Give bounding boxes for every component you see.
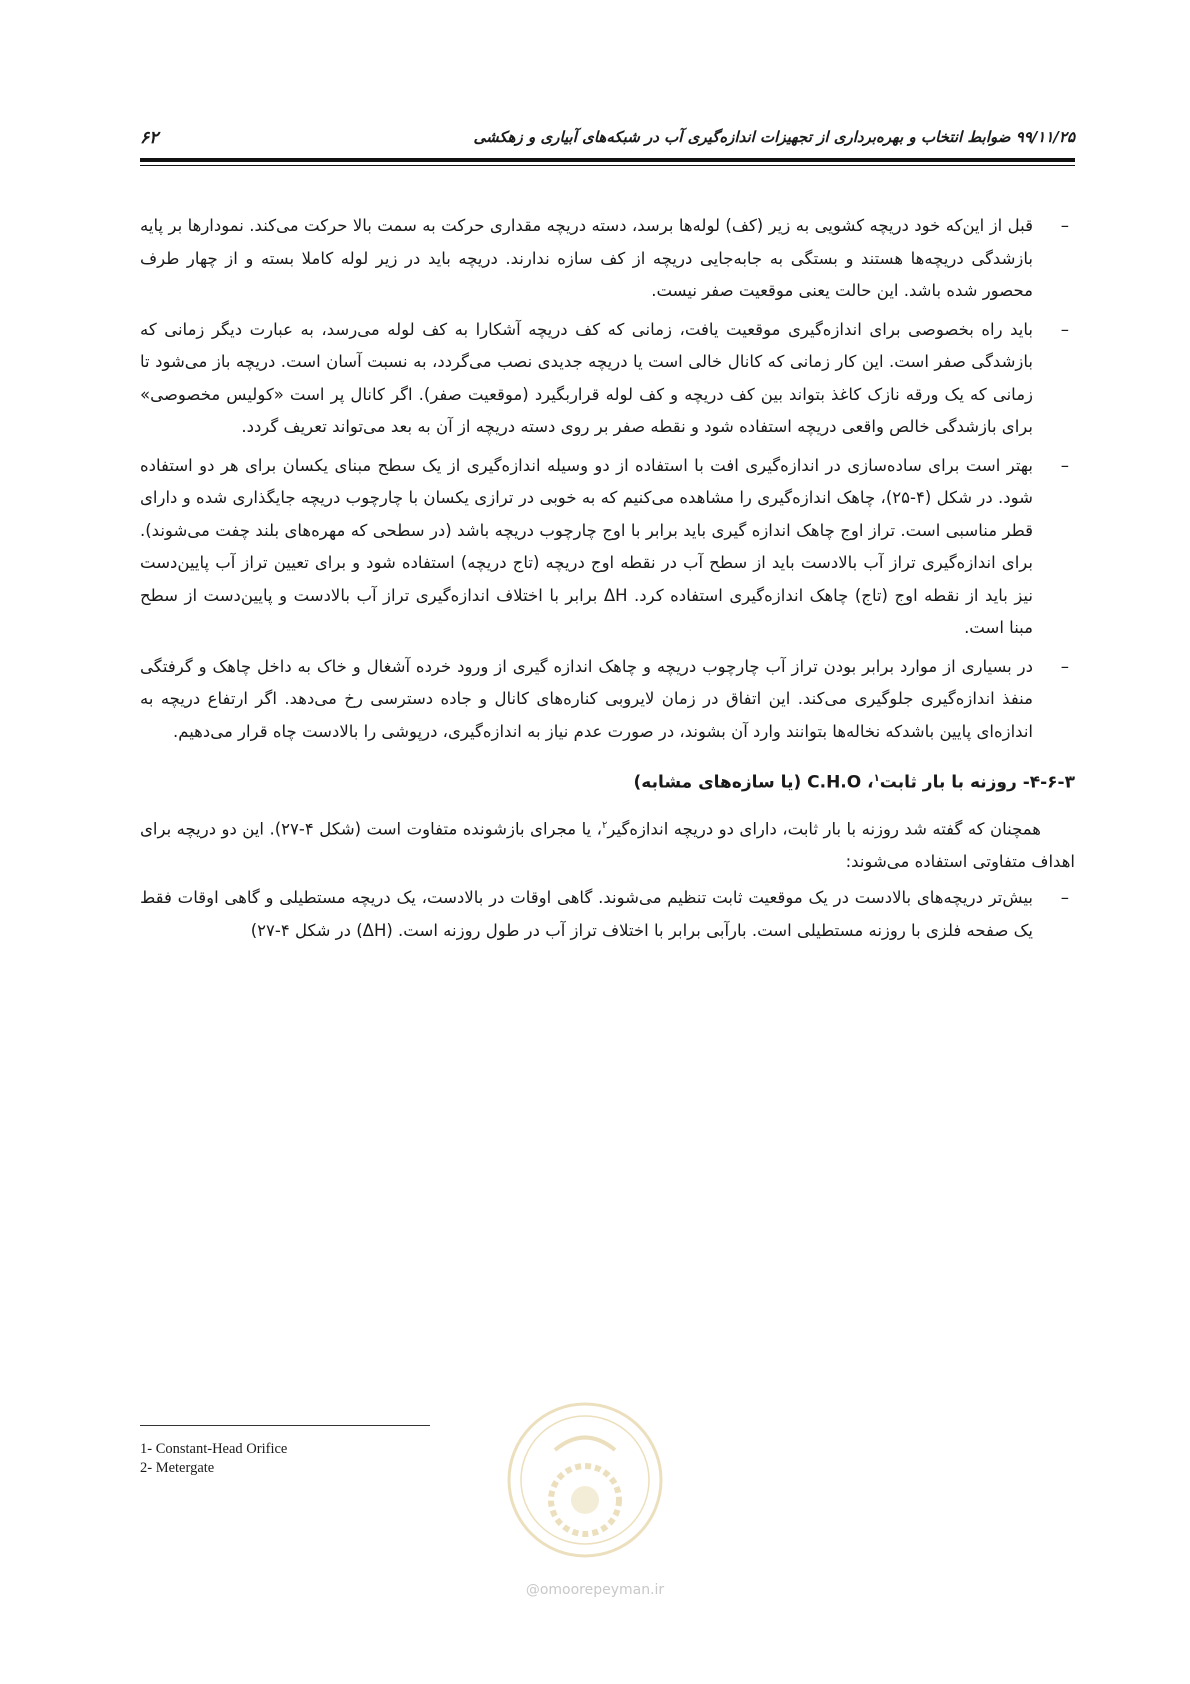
paragraph-part-1: همچنان که گفته شد روزنه با بار ثابت، دارای دو دریچه اندازه‌گیر: [607, 819, 1041, 839]
list-item: [140, 210, 1075, 308]
section-heading-tail: ، C.H.O (یا سازه‌های مشابه): [633, 772, 874, 793]
footnote-1: 1- Constant-Head Orifice: [140, 1441, 288, 1457]
header-title: ۹۹/۱۱/۲۵ ضوابط انتخاب و بهره‌برداری از تجهیزات اندازه‌گیری آب در شبکه‌های آبیاری و زهکشی: [473, 128, 1075, 146]
footnote-2: 2- Metergate: [140, 1460, 215, 1476]
dash-bullet: –: [1060, 888, 1069, 908]
bullet-list-1: [140, 210, 1075, 748]
seal-logo-icon: [505, 1400, 665, 1560]
list-item-text: بهتر است برای ساده‌سازی در اندازه‌گیری افت با استفاده از دو وسیله اندازه‌گیری از یک سطح مبنای یکسان برای هر دو استفاده شود. در شکل (۴-۲۵)، چاهک اندازه‌گیری را مشاهده می‌کنیم که به خوبی در ترازی یکسان با چارچوب دریچه جایگذاری شده و دارای قطر مناسبی است. تراز اوج چاهک اندازه گیری باید برابر با اوج چارچوب دریچه باشد (در سطحی که مهره‌های بلند چفت می‌شوند). برای اندازه‌گیری تراز آب بالادست باید از سطح آب در نقطه اوج دریچه (تاج دریچه) استفاده شود و برای تعیین تراز آب پایین‌دست نیز باید از نقطه اوج (تاج) چاهک اندازه‌گیری استفاده کرد. ΔH برابر با اختلاف اندازه‌گیری تراز آب بالادست و پایین‌دست از سطح مبنا است.: [140, 455, 1033, 637]
footnote-ref-2: ۲: [602, 819, 608, 831]
header-rule-thick: [140, 158, 1075, 162]
paragraph-part-2: ، یا مجرای بازشونده متفاوت است (شکل ۴-۲۷). این دو دریچه برای اهداف متفاوتی استفاده می‌شوند:: [140, 819, 1075, 871]
dash-bullet: –: [1060, 455, 1069, 475]
header-rule-thin: [140, 165, 1075, 166]
section-heading-main: ۴-۶-۳- روزنه با بار ثابت: [879, 772, 1075, 793]
section-heading: [140, 764, 1075, 798]
list-item-text: قبل از این‌که خود دریچه کشویی به زیر (کف) لوله‌ها برسد، دسته دریچه مقداری حرکت به سمت بالا حرکت می‌کند. نمودارها بر پایه بازشدگی دریچه‌ها هستند و بستگی به جابه‌جایی دریچه از کف سازه ندارند. دریچه باید در زیر لوله کاملا بسته و از چهار طرف محصور شده باشد. این حالت یعنی موقعیت صفر نیست.: [140, 216, 1033, 300]
footnote-ref-1: ۱: [873, 773, 880, 784]
dash-bullet: –: [1060, 319, 1069, 339]
footnote-rule: [140, 1425, 430, 1426]
intro-paragraph: [140, 810, 1075, 879]
footnotes: [140, 1440, 287, 1478]
list-item-text: باید راه بخصوصی برای اندازه‌گیری موقعیت یافت، زمانی که کف دریچه آشکارا به کف لوله می‌رسد، به عبارت دیگر زمانی که بازشدگی صفر است. این کار زمانی که کانال خالی است یا دریچه جدیدی نصب می‌گردد، به نسبت آسان است. دریچه باز می‌شود تا زمانی که یک ورقه نازک کاغذ بتواند بین کف دریچه و کف لوله قراربگیرد (موقعیت صفر). اگر کانال پر است «کولیس مخصوصی» برای بازشدگی خالص واقعی دریچه استفاده شود و نقطه صفر بر روی دسته دریچه از آن به بعد می‌تواند تعریف گردد.: [140, 319, 1033, 436]
list-item: [140, 314, 1075, 444]
page-header: [140, 128, 1075, 152]
main-content: [140, 210, 1075, 953]
list-item: [140, 882, 1075, 947]
dash-bullet: –: [1060, 216, 1069, 235]
bullet-list-2: [140, 882, 1075, 947]
watermark-text: @omoorepeyman.ir: [525, 1582, 665, 1598]
dash-bullet: –: [1060, 656, 1069, 676]
list-item: [140, 651, 1075, 749]
list-item: [140, 450, 1075, 645]
page-number: ۶۲: [140, 128, 159, 148]
list-item-text: در بسیاری از موارد برابر بودن تراز آب چارچوب دریچه و چاهک اندازه گیری از ورود خرده آشغال و خاک به داخل چاهک و گرفتگی منفذ اندازه‌گیری جلوگیری می‌کند. این اتفاق در زمان لایروبی کناره‌های کانال و جاده دسترسی رخ می‌دهد. اگر ارتفاع دریچه به اندازه‌ای پایین باشدکه نخاله‌ها بتوانند وارد آن بشوند، در صورت عدم نیاز به اندازه‌گیری، درپوشی را بالادست چاه قرار می‌دهیم.: [140, 656, 1033, 741]
list-item-text: بیش‌تر دریچه‌های بالادست در یک موقعیت ثابت تنظیم می‌شوند. گاهی اوقات در بالادست، یک دریچه مستطیلی و گاهی اوقات فقط یک صفحه فلزی با روزنه مستطیلی است. بارآبی برابر با اختلاف تراز آب در طول روزنه است. (ΔH) در شکل ۴-۲۷): [140, 888, 1033, 940]
